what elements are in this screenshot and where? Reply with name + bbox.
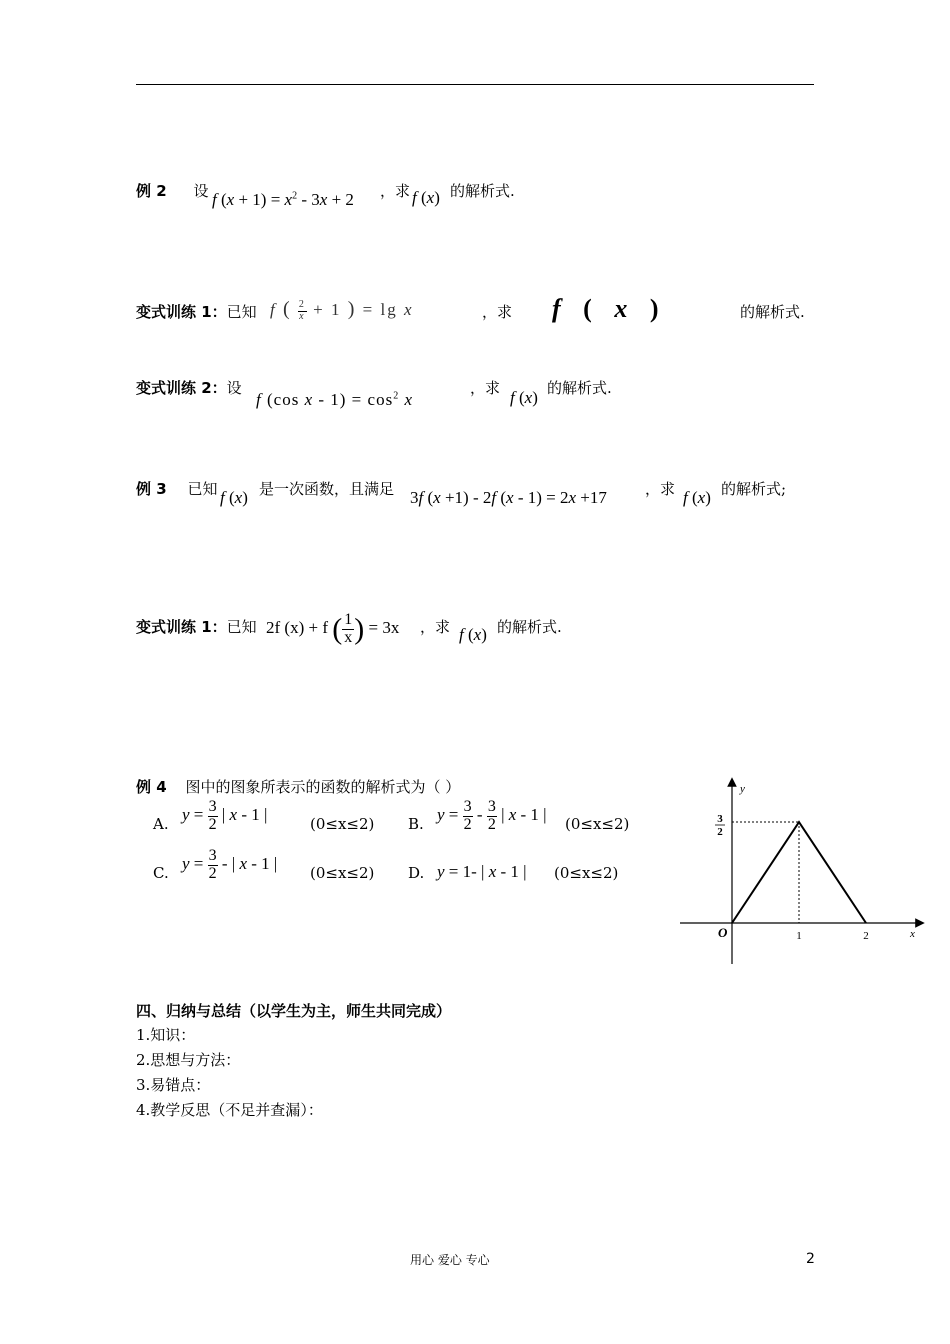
footer-center: 用心 爱心 专心: [410, 1253, 490, 1267]
variant2-tail: 的解析式.: [547, 379, 612, 397]
example3-label: 例 3: [136, 480, 167, 498]
variant3-mid: ，求: [420, 618, 451, 636]
summary-item-3: 3.易错点：: [136, 1076, 211, 1094]
example3-formula: 3f (x +1) - 2f (x - 1) = 2x +17: [410, 488, 607, 507]
example3-mid: ，求: [645, 480, 676, 498]
example3-fx1: f (x): [220, 488, 248, 507]
summary-heading: 四、归纳与总结（以学生为主，师生共同完成）: [136, 1002, 452, 1020]
variant1-formula: f ( $\frac{2}{x}$ + 1 ) = lg x: [270, 298, 414, 322]
variant3-formula: 2f (x) + f ( $\frac{1}{x}$ ) = 3x: [266, 611, 400, 646]
variant3-formula-left: 2f (x) + f: [266, 618, 328, 638]
variant3-frac-den: x: [344, 628, 353, 646]
variant3-tail: 的解析式.: [497, 618, 562, 636]
variant2-label: 变式训练 2：: [136, 379, 227, 397]
example2-mid: ，求: [380, 182, 411, 200]
variant3-fx: f (x): [459, 625, 487, 644]
x-axis-label: x: [910, 928, 915, 940]
example2-label: 例 2: [136, 182, 167, 200]
option-c-letter: C.: [153, 864, 169, 882]
variant3-lead: 已知: [226, 618, 257, 636]
option-d-letter: D.: [408, 864, 425, 882]
function-graph: [676, 774, 926, 974]
example2-line: [136, 180, 208, 201]
summary-item-4: 4.教学反思（不足并查漏）：: [136, 1101, 323, 1119]
example3-middle: 是一次函数，且满足: [259, 480, 395, 498]
example4-question: 图中的图象所表示的函数的解析式为（ ）: [185, 778, 461, 796]
option-c-expr: y = $\frac{3}{2}$ - | x - 1 |: [182, 847, 278, 882]
example3-lead: 已知: [187, 480, 218, 498]
example3-line: [136, 478, 217, 499]
variant3-label: 变式训练 1：: [136, 618, 227, 636]
option-d-expr: y = 1- | x - 1 |: [437, 862, 527, 881]
example2-lead: 设: [193, 182, 209, 200]
option-a-expr: y = $\frac{3}{2}$ | x - 1 |: [182, 798, 268, 833]
variant3-formula-right: = 3x: [368, 618, 400, 638]
variant1-fx: f ( x ): [552, 294, 667, 323]
example2-formula: f $(x + 1) = x^2 - 3x + 2$: [212, 190, 354, 209]
example3-fx2: f (x): [683, 488, 711, 507]
header-rule: [136, 84, 814, 85]
variant1-mid: ，求: [482, 303, 513, 321]
summary-item-2: 2.思想与方法：: [136, 1051, 241, 1069]
variant1-tail: 的解析式.: [740, 303, 805, 321]
variant2-mid: ，求: [470, 379, 501, 397]
variant1-label: 变式训练 1：: [136, 303, 227, 321]
y-axis-label: y: [740, 783, 745, 795]
summary-item-1: 1.知识：: [136, 1026, 196, 1044]
variant1-lead: 已知: [226, 303, 257, 321]
option-a-domain: (0≤x≤2): [310, 815, 375, 833]
page-number: 2: [806, 1251, 815, 1267]
option-d-domain: (0≤x≤2): [554, 864, 619, 882]
x-tick-2: 2: [863, 930, 869, 942]
example4-line: [136, 776, 460, 797]
variant1-line: [136, 301, 257, 322]
variant3-line: [136, 616, 257, 637]
variant2-line: [136, 377, 242, 398]
example4-label: 例 4: [136, 778, 167, 796]
option-a-letter: A.: [153, 815, 169, 833]
variant2-formula: f (cos $x - 1) = \cos^2 x$: [256, 390, 413, 409]
option-b-letter: B.: [408, 815, 424, 833]
x-tick-1: 1: [796, 930, 802, 942]
peak-label-den: 2: [717, 826, 723, 838]
origin-label: O: [718, 925, 728, 940]
option-c-domain: (0≤x≤2): [310, 864, 375, 882]
example3-tail: 的解析式;: [721, 480, 787, 498]
variant2-fx: f (x): [510, 388, 538, 407]
peak-label-num: 3: [717, 813, 723, 825]
example2-tail: 的解析式.: [450, 182, 515, 200]
variant2-lead: 设: [226, 379, 242, 397]
option-b-expr: y = $\frac{3}{2}$ - $\frac{3}{2}$ | x - 1 |: [437, 798, 547, 833]
variant3-frac-num: 1: [344, 611, 353, 628]
example2-fx: f (x): [412, 188, 440, 207]
option-b-domain: (0≤x≤2): [565, 815, 630, 833]
